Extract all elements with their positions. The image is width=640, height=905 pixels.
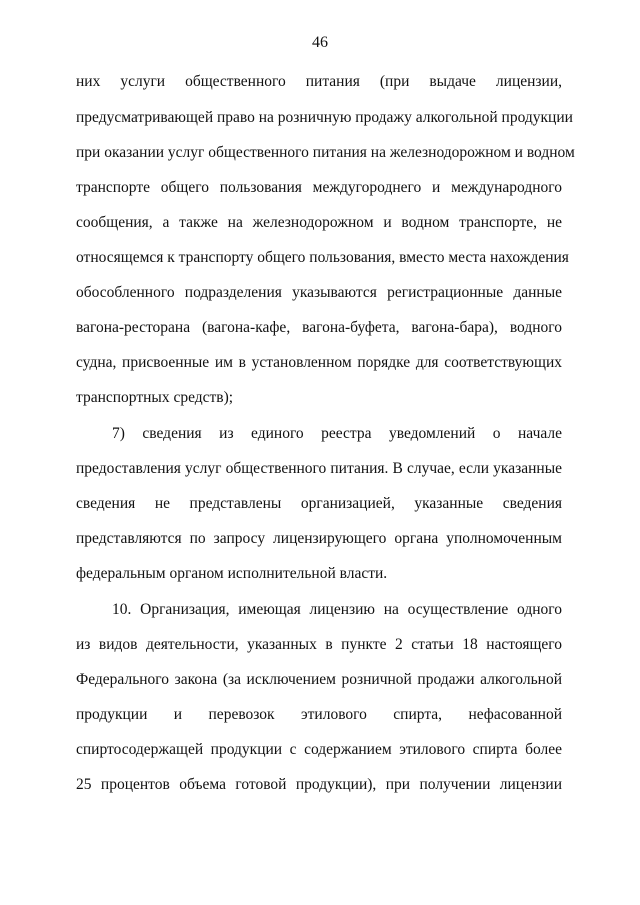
text-line: Федерального закона (за исключением розничной продажи алкогольной [76,671,562,688]
text-line: предусматривающей право на розничную продажу алкогольной продукции [76,109,573,126]
text-line: судна, присвоенные им в установленном порядке для соответствующих [76,354,562,371]
text-line: продукции и перевозок этилового спирта, нефасованной [76,706,562,723]
text-line: из видов деятельности, указанных в пункте 2 статьи 18 настоящего [76,636,562,653]
text-line: транспортных средств); [76,389,234,406]
text-line: сообщения, а также на железнодорожном и водном транспорте, не [76,214,562,231]
text-line: 25 процентов объема готовой продукции), при получении лицензии [76,776,562,793]
text-line: спиртосодержащей продукции с содержанием этилового спирта более [76,741,562,758]
page-number: 46 [312,34,328,51]
text-line: вагона-ресторана (вагона-кафе, вагона-буфета, вагона-бара), водного [76,319,562,336]
text-line: федеральным органом исполнительной власти. [76,565,388,582]
text-line: предоставления услуг общественного питания. В случае, если указанные [76,460,562,477]
paragraph-first-line: 7) сведения из единого реестра уведомлений о начале [112,425,562,442]
text-line: них услуги общественного питания (при выдаче лицензии, [76,73,562,90]
text-line: сведения не представлены организацией, указанные сведения [76,495,562,512]
text-line: относящемся к транспорту общего пользования, вместо места нахождения [76,249,569,266]
text-line: представляются по запросу лицензирующего органа уполномоченным [76,530,562,547]
text-line: при оказании услуг общественного питания на железнодорожном и водном [76,144,575,161]
paragraph-first-line: 10. Организация, имеющая лицензию на осуществление одного [112,601,562,618]
text-line: транспорте общего пользования междугороднего и международного [76,179,562,196]
text-line: обособленного подразделения указываются регистрационные данные [76,284,562,301]
